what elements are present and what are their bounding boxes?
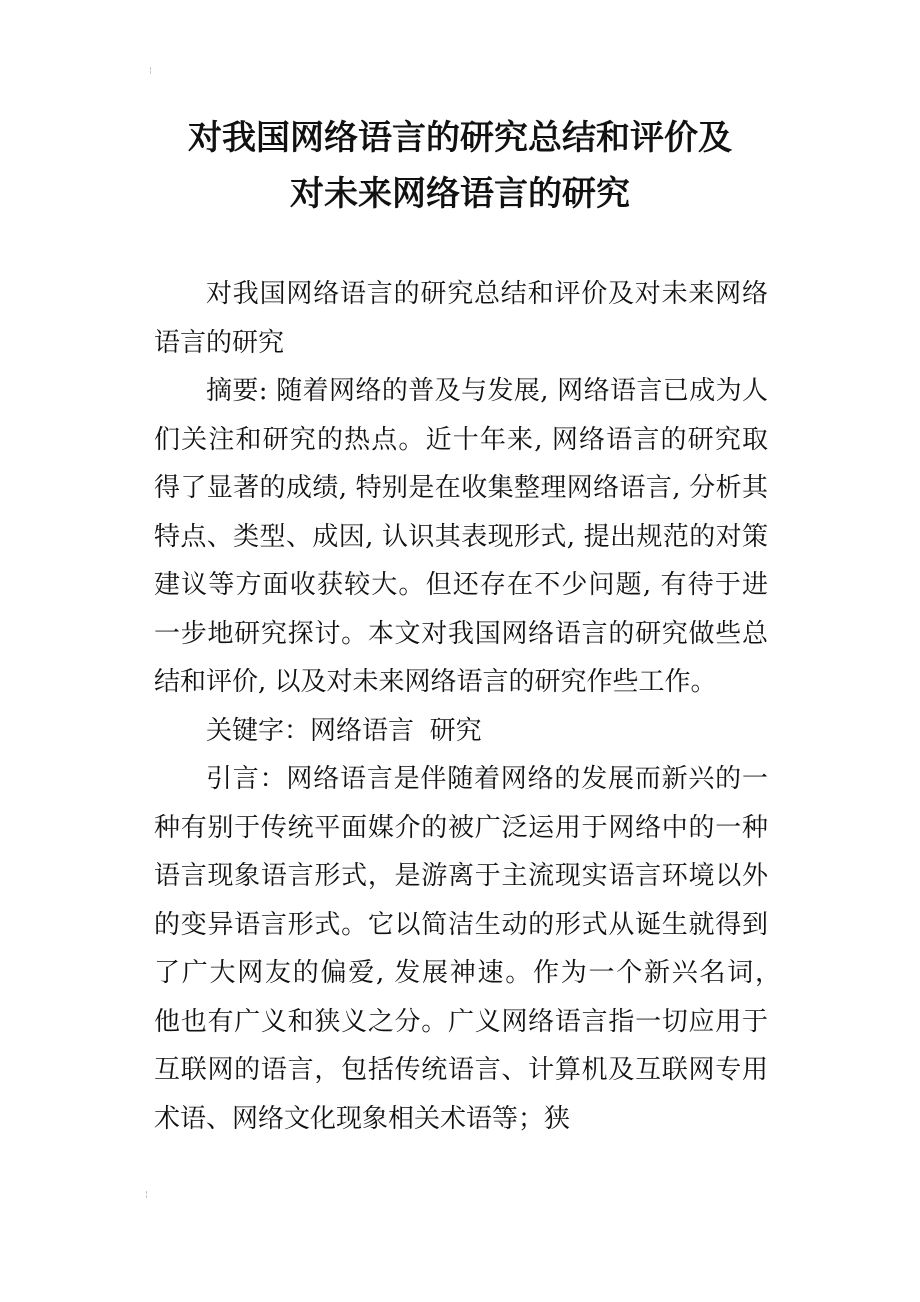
introduction-paragraph: 引言：网络语言是伴随着网络的发展而新兴的一种有别于传统平面媒介的被广泛运用于网络中的一种语言现象语言形式，是游离于主流现实语言环境以外的变异语言形式。它以简洁生动的形式从诞生就得到了广大网友的偏爱, 发展神速。作为一个新兴名词， 他也有广义和狭义之分。广义网络语言指一切应用于互联网的语言，包括传统语言、计算机及互联网专用术语、网络文化现象相关术语等；狭	[154, 764, 795, 1134]
keyword: 网络语言	[310, 715, 415, 746]
paper-title-paragraph: 对我国网络语言的研究总结和评价及对未来网络语言的研究	[154, 279, 768, 358]
title-line: 对我国网络语言的研究总结和评价及	[188, 118, 732, 158]
document-title	[150, 110, 770, 222]
corner-crop-mark	[148, 66, 154, 78]
abstract-paragraph: 摘要: 随着网络的普及与发展, 网络语言已成为人们关注和研究的热点。近十年来, 网络语言的研究取得了显著的成绩, 特别是在收集整理网络语言, 分析其特点、类型、成因, 认识其表现形式, 提出规范的对策建议等方面收获较大。但还存在不少问题, 有待于进一步地研究探讨。本文对我国网络语言的研究做些总结和评价, 以及对未来网络语言的研究作些工作。	[154, 376, 768, 697]
title-line: 对未来网络语言的研究	[290, 174, 630, 214]
keywords-paragraph	[154, 707, 768, 756]
corner-crop-mark	[144, 1190, 150, 1202]
keyword: 研究	[429, 715, 482, 746]
keywords-label: 关键字：	[206, 715, 311, 746]
document-body	[154, 270, 795, 1143]
